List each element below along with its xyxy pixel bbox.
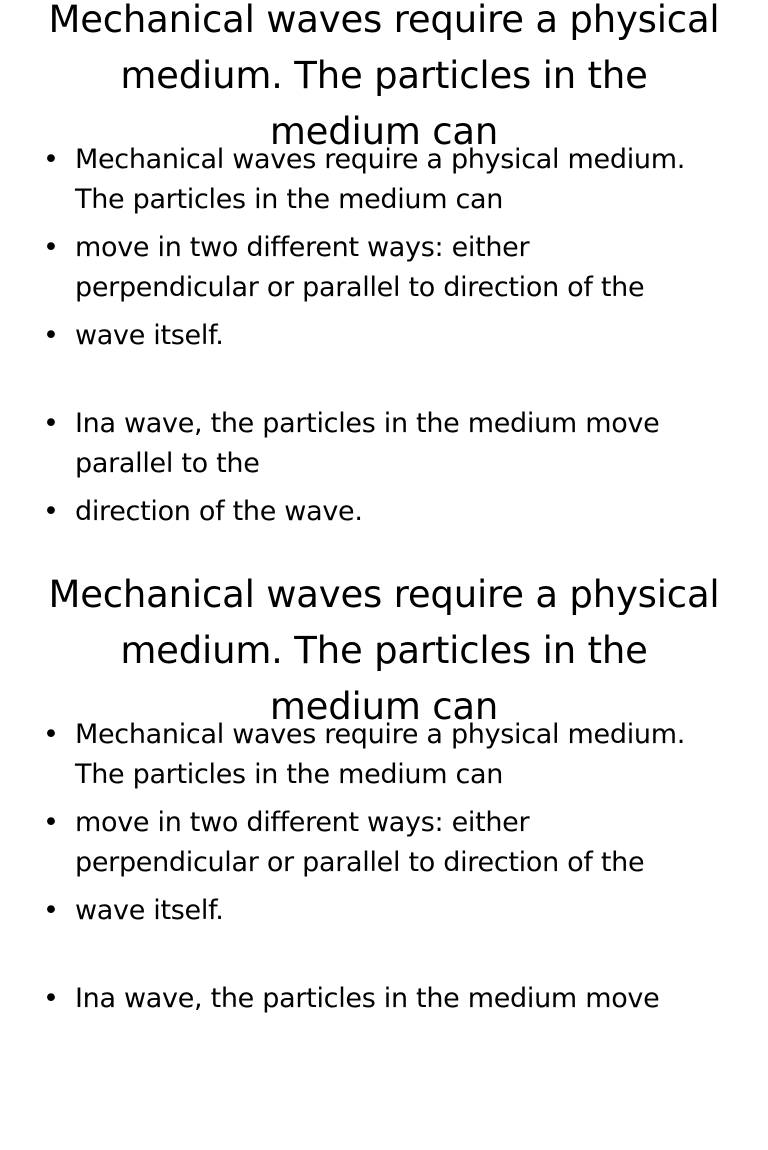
bullet-item: • Ina wave, the particles in the medium move [0, 979, 768, 1019]
bullet-item: • wave itself. [0, 891, 768, 931]
bullet-list [0, 140, 768, 540]
slide-2 [0, 575, 768, 1150]
bullet-list [0, 715, 768, 1027]
bullet-item: • move in two different ways: either perpendicular or parallel to direction of the [0, 228, 768, 308]
slide-title: Mechanical waves require a physical medium. The particles in the medium can [48, 573, 720, 728]
bullet-item: • Mechanical waves require a physical medium. The particles in the medium can [0, 715, 768, 795]
bullet-item: • wave itself. [0, 316, 768, 356]
bullet-item: • Mechanical waves require a physical medium. The particles in the medium can [0, 140, 768, 220]
slide-title: Mechanical waves require a physical medium. The particles in the medium can [48, 0, 720, 153]
bullet-item: • Ina wave, the particles in the medium move parallel to the [0, 404, 768, 484]
bullet-item: • direction of the wave. [0, 492, 768, 532]
bullet-item: • move in two different ways: either perpendicular or parallel to direction of the [0, 803, 768, 883]
